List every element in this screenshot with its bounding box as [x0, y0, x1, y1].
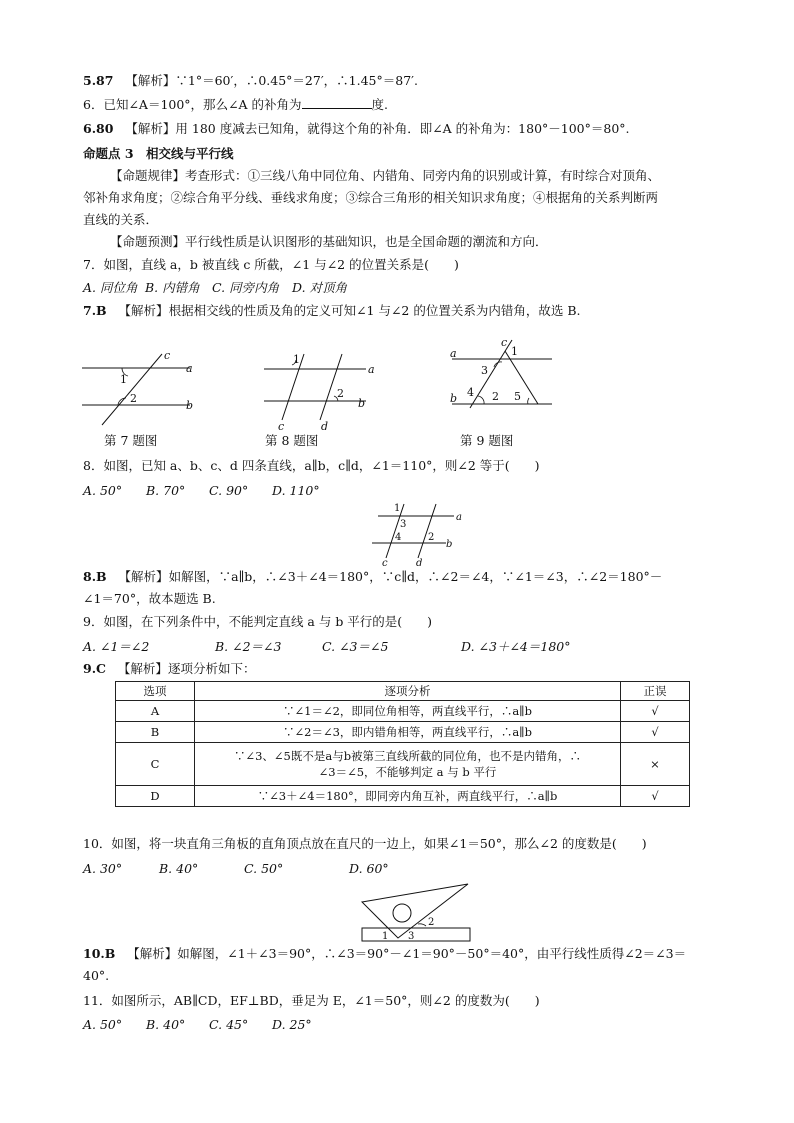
label-2: 2 — [428, 532, 435, 543]
table-row — [116, 743, 690, 786]
label-b: b — [186, 399, 194, 412]
q6-stem-text: 6．已知∠A＝100°，那么∠A 的补角为 — [83, 97, 302, 112]
q6-stem-unit: 度. — [371, 97, 389, 112]
row-analysis: ∵∠3＋∠4＝180°，即同旁内角互补，两直线平行，∴a∥b — [195, 786, 621, 807]
forecast-text: 【命题预测】平行线性质是认识图形的基础知识，也是全国命题的潮流和方向． — [110, 234, 548, 249]
row-mark: √ — [621, 701, 690, 722]
option-c: C. 45° — [209, 1017, 249, 1032]
header-analysis: 逐项分析 — [195, 682, 621, 701]
q9-answer — [83, 661, 255, 677]
label-2: 2 — [337, 387, 344, 400]
option-a: A. 50° — [83, 1017, 123, 1032]
option-c: C. 50° — [244, 861, 284, 876]
option-a: A. ∠1＝∠2 — [83, 639, 150, 654]
option-d: D. 25° — [272, 1017, 312, 1032]
q11-options — [83, 1017, 312, 1033]
option-b: B. 40° — [159, 861, 199, 876]
row-analysis-line-1: ∵∠3、∠5既不是a与b被第三直线所截的同位角，也不是内错角，∴ — [233, 749, 582, 763]
analysis-table — [115, 681, 690, 807]
option-c: C. 同旁内角 — [212, 280, 280, 295]
row-analysis-line-2: ∠3＝∠5，不能够判定 a 与 b 平行 — [318, 765, 497, 779]
q10-options — [83, 861, 389, 877]
label-3: 3 — [481, 364, 488, 377]
label-1: 1 — [394, 503, 401, 514]
label-1: 1 — [120, 373, 127, 386]
option-c: C. 90° — [209, 483, 249, 498]
answer-number: 8.B — [83, 569, 107, 584]
q8-answer-line-2: ∠1＝70°，故本题选 B. — [83, 591, 216, 606]
q8-stem: 8．如图，已知 a、b、c、d 四条直线，a∥b，c∥d，∠1＝110°，则∠2 等于( ) — [83, 458, 540, 473]
answer-text: 逐项分析如下： — [167, 661, 256, 676]
q10-answer-line-1 — [83, 946, 686, 962]
label-d: d — [321, 420, 329, 433]
q6-stem — [83, 97, 388, 113]
option-b: B. 70° — [146, 483, 186, 498]
answer-text: 用 180 度减去已知角，就得这个角的补角．即∠A 的补角为：180°－100°＝80°. — [175, 121, 630, 136]
row-analysis: ∵∠1＝∠2，即同位角相等，两直线平行，∴a∥b — [195, 701, 621, 722]
row-mark: √ — [621, 722, 690, 743]
answer-number: 10.B — [83, 946, 116, 961]
label-1: 1 — [511, 345, 518, 358]
q11-stem: 11．如图所示，AB∥CD，EF⊥BD，垂足为 E，∠1＝50°，则∠2 的度数为( ) — [83, 993, 540, 1008]
label-3: 3 — [400, 519, 407, 530]
q7-stem: 7．如图，直线 a，b 被直线 c 所截，∠1 与∠2 的位置关系是( ) — [83, 257, 459, 272]
option-c: C. ∠3＝∠5 — [322, 639, 389, 654]
answer-text: ∵1°＝60′，∴0.45°＝27′，∴1.45°＝87′. — [175, 73, 418, 88]
rule-line-3: 直线的关系． — [83, 212, 159, 227]
answer-number: 6.80 — [83, 121, 114, 136]
label-5: 5 — [514, 390, 521, 403]
row-mark: × — [621, 743, 690, 786]
row-analysis: ∵∠2＝∠3，即内错角相等，两直线平行，∴a∥b — [195, 722, 621, 743]
option-a: A. 30° — [83, 861, 123, 876]
figure-8-solution — [366, 500, 466, 569]
label-c: c — [382, 558, 388, 569]
q7-options — [83, 280, 347, 296]
answer-number: 9.C — [83, 661, 106, 676]
table-row — [116, 701, 690, 722]
answer-number: 7.B — [83, 303, 107, 318]
option-b: B. 内错角 — [145, 280, 200, 295]
label-2: 2 — [492, 390, 499, 403]
figure-8 — [262, 352, 392, 434]
label-a: a — [450, 347, 457, 360]
label-a: a — [456, 512, 462, 523]
figure-10 — [358, 880, 473, 944]
row-option: D — [116, 786, 195, 807]
option-a: A. 同位角 — [83, 280, 138, 295]
label-b: b — [446, 539, 453, 550]
label-b: b — [450, 392, 458, 405]
label-d: d — [416, 558, 423, 569]
row-option: B — [116, 722, 195, 743]
label-c: c — [278, 420, 285, 433]
label-2: 2 — [428, 917, 435, 928]
option-d: D. ∠3＋∠4＝180° — [461, 639, 571, 654]
label-1: 1 — [382, 931, 389, 942]
q6-answer — [83, 121, 630, 137]
label-c: c — [501, 336, 508, 349]
header-option: 选项 — [116, 682, 195, 701]
analysis-tag: 【解析】 — [125, 73, 176, 88]
answer-blank — [302, 97, 372, 109]
q9-options — [83, 639, 571, 655]
q9-stem: 9．如图，在下列条件中，不能判定直线 a 与 b 平行的是( ) — [83, 614, 433, 629]
table-row — [116, 786, 690, 807]
answer-text: 如解图，∵a∥b，∴∠3＋∠4＝180°，∵c∥d，∴∠2＝∠4，∵∠1＝∠3，∴∠2＝180°－ — [168, 569, 663, 584]
option-d: D. 对顶角 — [292, 280, 348, 295]
caption-fig-8: 第 8 题图 — [265, 433, 319, 448]
row-analysis — [195, 743, 621, 786]
header-verdict: 正误 — [621, 682, 690, 701]
row-option: A — [116, 701, 195, 722]
label-2: 2 — [130, 392, 137, 405]
option-d: D. 110° — [272, 483, 320, 498]
analysis-tag: 【解析】 — [118, 569, 169, 584]
answer-number: 5.87 — [83, 73, 114, 88]
row-option: C — [116, 743, 195, 786]
option-d: D. 60° — [349, 861, 389, 876]
label-c: c — [164, 349, 171, 362]
q5-answer — [83, 73, 418, 89]
label-3: 3 — [408, 931, 415, 942]
option-b: B. ∠2＝∠3 — [215, 639, 282, 654]
caption-fig-9: 第 9 题图 — [460, 433, 514, 448]
table-header-row — [116, 682, 690, 701]
answer-text: 如解图，∠1＋∠3＝90°，∴∠3＝90°－∠1＝90°－50°＝40°，由平行线性质得∠2＝∠3＝ — [177, 946, 687, 961]
figure-9 — [450, 336, 560, 410]
label-b: b — [358, 397, 366, 410]
label-4: 4 — [467, 386, 474, 399]
row-mark: √ — [621, 786, 690, 807]
answer-text: 根据相交线的性质及角的定义可知∠1 与∠2 的位置关系为内错角，故选 B. — [168, 303, 581, 318]
analysis-tag: 【解析】 — [127, 946, 178, 961]
label-a: a — [368, 363, 375, 376]
label-1: 1 — [293, 353, 300, 366]
analysis-tag: 【解析】 — [118, 303, 169, 318]
rule-line-2: 邻补角求角度；②综合角平分线、垂线求角度；③综合三角形的相关知识求角度；④根据角的关系判断两 — [83, 190, 659, 205]
label-4: 4 — [395, 532, 402, 543]
q10-stem: 10．如图，将一块直角三角板的直角顶点放在直尺的一边上，如果∠1＝50°，那么∠2 的度数是( ) — [83, 836, 647, 851]
figure-7 — [80, 348, 200, 428]
option-a: A. 50° — [83, 483, 123, 498]
q7-answer — [83, 303, 581, 319]
option-b: B. 40° — [146, 1017, 186, 1032]
label-a: a — [186, 362, 193, 375]
section-title: 命题点 3 相交线与平行线 — [83, 146, 234, 161]
q10-answer-line-2: 40°. — [83, 968, 110, 983]
caption-fig-7: 第 7 题图 — [104, 433, 158, 448]
q8-answer-line-1 — [83, 569, 662, 585]
analysis-tag: 【解析】 — [125, 121, 176, 136]
q8-options — [83, 483, 320, 499]
analysis-tag: 【解析】 — [117, 661, 168, 676]
table-row — [116, 722, 690, 743]
rule-line-1: 【命题规律】考查形式：①三线八角中同位角、内错角、同旁内角的识别或计算，有时综合对顶角、 — [110, 168, 661, 183]
